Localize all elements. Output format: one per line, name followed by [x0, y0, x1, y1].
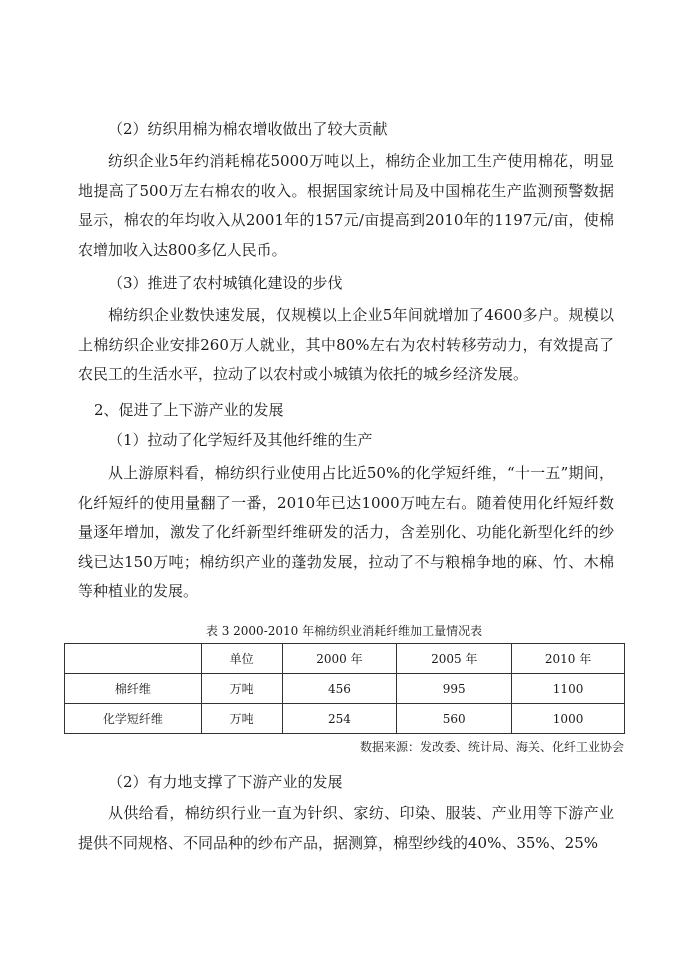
table-header-cell: 2005 年: [397, 644, 512, 674]
paragraph: 从供给看，棉纺织行业一直为针织、家纺、印染、服装、产业用等下游产业提供不同规格、不同品种的纱布产品，据测算，棉型纱线的40%、35%、25%: [78, 804, 614, 852]
table-header-cell: [65, 644, 202, 674]
table-cell: 456: [282, 674, 397, 704]
section-heading: （1）拉动了化学短纤及其他纤维的生产: [108, 431, 373, 449]
table-header-cell: 单位: [201, 644, 282, 674]
table-cell: 1000: [512, 704, 625, 734]
table-row: [65, 674, 625, 704]
fiber-consumption-table: [64, 643, 625, 734]
section-heading: （2）有力地支撑了下游产业的发展: [108, 773, 343, 791]
table-cell: 995: [397, 674, 512, 704]
table-cell: 化学短纤维: [65, 704, 202, 734]
table-cell: 万吨: [201, 704, 282, 734]
table-cell: 1100: [512, 674, 625, 704]
paragraph: 棉纺织企业数快速发展，仅规模以上企业5年间就增加了4600多户。规模以上棉纺织企业安排260万人就业，其中80%左右为农村转移劳动力，有效提高了农民工的生活水平，拉动了以农村或小城镇为依托的城乡经济发展。: [78, 306, 614, 384]
section-heading: （3）推进了农村城镇化建设的步伐: [108, 274, 343, 292]
table-header-cell: 2000 年: [282, 644, 397, 674]
table-cell: 254: [282, 704, 397, 734]
table-cell: 万吨: [201, 674, 282, 704]
table-cell: 棉纤维: [65, 674, 202, 704]
table-caption: 表 3 2000-2010 年棉纺织业消耗纤维加工量情况表: [205, 624, 483, 638]
table-header-cell: 2010 年: [512, 644, 625, 674]
table-cell: 560: [397, 704, 512, 734]
table-row: [65, 704, 625, 734]
paragraph: 从上游原料看，棉纺织行业使用占比近50%的化学短纤维，“十一五”期间，化纤短纤的使用量翻了一番，2010年已达1000万吨左右。随着使用化纤短纤数量逐年增加，激发了化纤新型纤维研发的活力，含差别化、功能化新型化纤的纱线已达150万吨；棉纺织产业的蓬勃发展，拉动了不与粮棉争地的麻、竹、木棉等种植业的发展。: [78, 464, 614, 601]
table-header-row: [65, 644, 625, 674]
table-source-note: 数据来源：发改委、统计局、海关、化纤工业协会: [359, 740, 624, 754]
section-heading: （2）纺织用棉为棉农增收做出了较大贡献: [108, 120, 388, 138]
section-heading: 2、促进了上下游产业的发展: [94, 401, 284, 419]
paragraph: 纺织企业5年约消耗棉花5000万吨以上，棉纺企业加工生产使用棉花，明显地提高了500万左右棉农的收入。根据国家统计局及中国棉花生产监测预警数据显示，棉农的年均收入从2001年的157元/亩提高到2010年的1197元/亩，使棉农增加收入达800多亿人民币。: [78, 152, 614, 259]
